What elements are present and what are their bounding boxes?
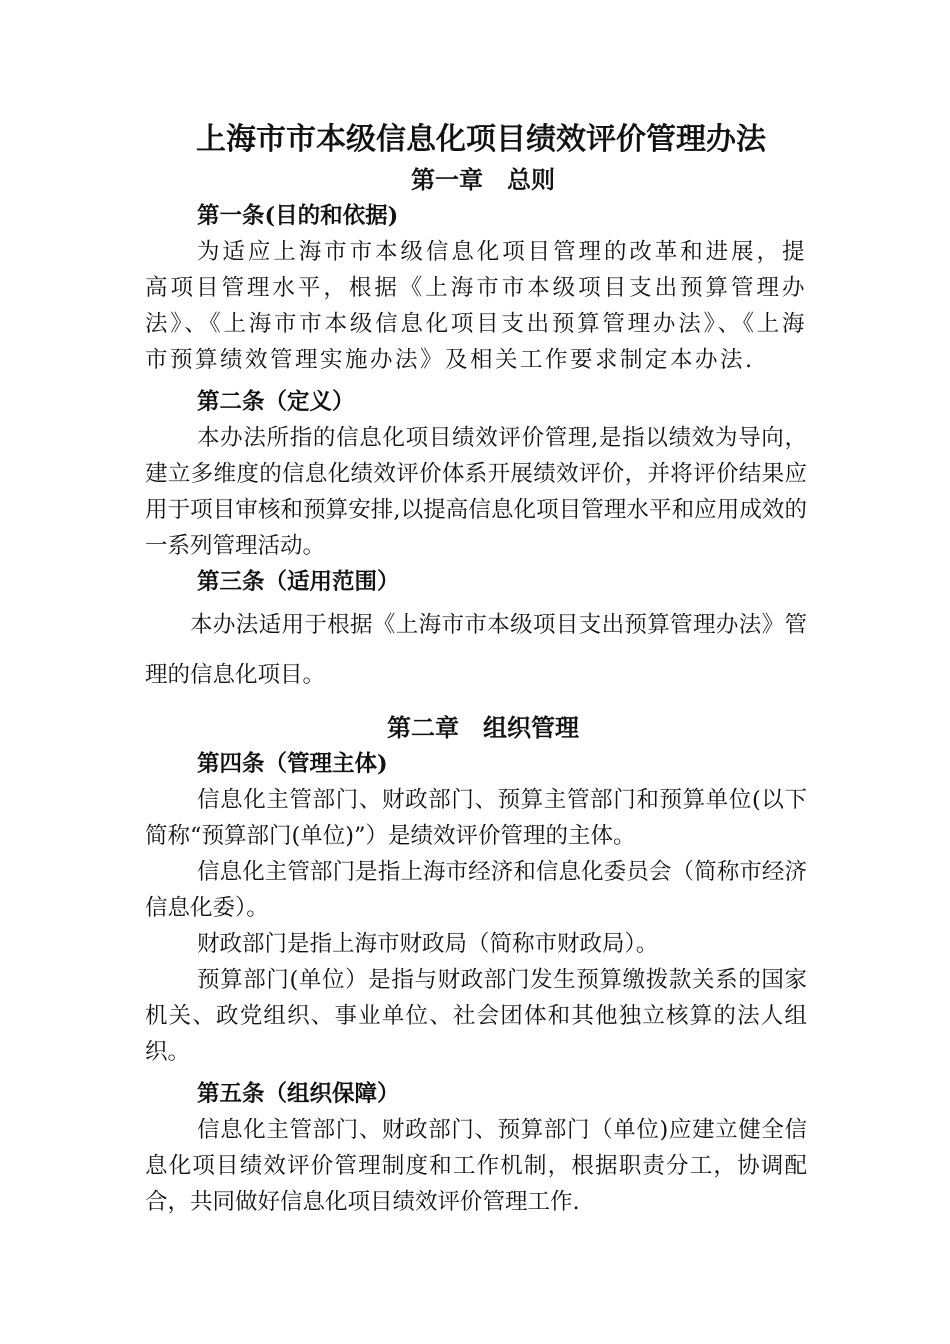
article-5-heading: 第五条（组织保障） bbox=[197, 1081, 400, 1107]
document-title: 上海市市本级信息化项目绩效评价管理办法 bbox=[196, 122, 766, 157]
article-4-paragraph-2: 信息化主管部门是指上海市经济和信息化委员会（简称市经济信息化委）。 bbox=[145, 859, 807, 921]
document-page bbox=[145, 118, 807, 1220]
article-2-heading: 第二条（定义） bbox=[197, 389, 355, 415]
article-3-heading: 第三条（适用范围） bbox=[197, 569, 400, 595]
article-3-text: 本办法适用于根据《上海市市本级项目支出预算管理办法》管理的信息化项目。 bbox=[145, 612, 807, 688]
article-4-paragraph-1: 信息化主管部门、财政部门、预算主管部门和预算单位(以下简称“预算部门(单位)”）是绩效评价管理的主体。 bbox=[145, 787, 807, 849]
chapter-2-heading: 第二章 组织管理 bbox=[387, 714, 579, 742]
article-4-heading: 第四条（管理主体) bbox=[197, 751, 388, 777]
article-2-text: 本办法所指的信息化项目绩效评价管理,是指以绩效为导向，建立多维度的信息化绩效评价体系开展绩效评价，并将评价结果应用于项目审核和预算安排,以提高信息化项目管理水平和应用成效的一系列管理活动。 bbox=[145, 425, 807, 559]
chapter-1-heading: 第一章 总则 bbox=[411, 166, 555, 194]
article-4-paragraph-3: 财政部门是指上海市财政局（简称市财政局）。 bbox=[197, 931, 659, 957]
article-1-text: 为适应上海市市本级信息化项目管理的改革和进展，提高项目管理水平，根据《上海市市本级项目支出预算管理办法》、《上海市市本级信息化项目支出预算管理办法》、《上海市预算绩效管理实施办法》及相关工作要求制定本办法. bbox=[145, 239, 807, 373]
article-1-heading: 第一条(目的和依据) bbox=[197, 203, 399, 229]
article-5-text: 信息化主管部门、财政部门、预算部门（单位)应建立健全信息化项目绩效评价管理制度和工作机制，根据职责分工，协调配合，共同做好信息化项目绩效评价管理工作. bbox=[145, 1117, 807, 1215]
article-4-paragraph-4: 预算部门(单位）是指与财政部门发生预算缴拨款关系的国家机关、政党组织、事业单位、社会团体和其他独立核算的法人组织。 bbox=[145, 967, 807, 1065]
